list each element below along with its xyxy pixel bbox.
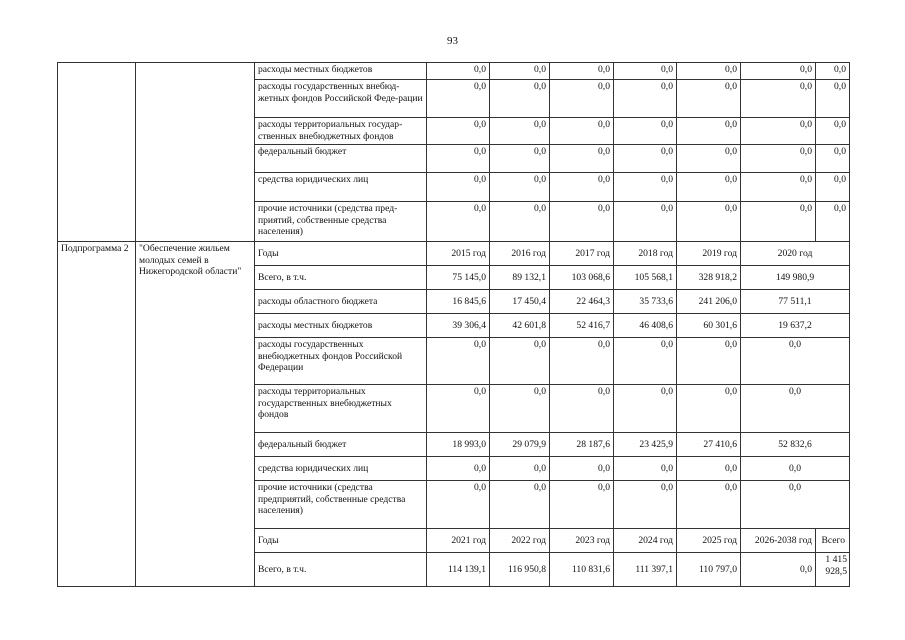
cell-value: 0,0 [490, 481, 550, 529]
year-header: 2018 год [614, 242, 677, 266]
cell-value: 0,0 [677, 63, 741, 80]
cell-value: 0,0 [741, 118, 816, 145]
cell-value: 60 301,6 [677, 314, 741, 338]
cell-value: 0,0 [614, 80, 677, 118]
cell-value: 0,0 [677, 80, 741, 118]
cell-value: 0,0 [427, 481, 490, 529]
cell-value: 0,0 [427, 118, 490, 145]
cell-value: 0,0 [490, 338, 550, 385]
cell-value: 0,0 [677, 338, 741, 385]
cell-value: 0,0 [741, 553, 816, 587]
row-label: расходы местных бюджетов [255, 63, 427, 80]
cell-value: 0,0 [614, 338, 677, 385]
cell-value: 0,0 [490, 80, 550, 118]
page-number: 93 [447, 35, 458, 47]
row-label: средства юридических лиц [255, 457, 427, 481]
cell-value: 0,0 [550, 173, 614, 202]
cell-value: 0,0 [741, 338, 850, 385]
row-label: Всего, в т.ч. [255, 266, 427, 290]
cell-value: 0,0 [677, 481, 741, 529]
cell-value: 0,0 [490, 63, 550, 80]
cell-value: 35 733,6 [614, 290, 677, 314]
cell-value: 19 637,2 [741, 314, 850, 338]
cell-value: 18 993,0 [427, 433, 490, 457]
subprogram-label: Подпрограмма 2 [58, 242, 136, 587]
row-label: расходы местных бюджетов [255, 314, 427, 338]
cell-value: 0,0 [490, 145, 550, 173]
cell-value: 0,0 [427, 202, 490, 242]
cell-value: 0,0 [741, 145, 816, 173]
grand-total-value: 1 415 928,5 [816, 553, 850, 587]
row-label: федеральный бюджет [255, 433, 427, 457]
cell-value: 0,0 [816, 63, 850, 80]
cell-value: 46 408,6 [614, 314, 677, 338]
cell-value: 52 832,6 [741, 433, 850, 457]
subprogram-name: "Обеспечение жильем молодых семей в Нижегородской области" [136, 242, 255, 587]
cell-value: 0,0 [427, 173, 490, 202]
cell-value: 28 187,6 [550, 433, 614, 457]
cell-value: 0,0 [427, 457, 490, 481]
cell-value: 103 068,6 [550, 266, 614, 290]
row-label: прочие источники (средства предприятий, собственные средства населения) [255, 481, 427, 529]
row-label: расходы территориальных государственных внебюджетных фондов [255, 385, 427, 433]
total-header: Всего [816, 529, 850, 553]
cell-value: 0,0 [741, 63, 816, 80]
cell-value: 0,0 [550, 481, 614, 529]
cell-value: 0,0 [741, 481, 850, 529]
cell-value: 0,0 [677, 145, 741, 173]
cell-value: 0,0 [490, 173, 550, 202]
cell-value: 77 511,1 [741, 290, 850, 314]
cell-value: 0,0 [816, 118, 850, 145]
row-label: расходы территориальных государ-ственных внебюджетных фондов [255, 118, 427, 145]
year-header: 2016 год [490, 242, 550, 266]
cell-value: 39 306,4 [427, 314, 490, 338]
cell-value: 0,0 [677, 457, 741, 481]
cell-value: 52 416,7 [550, 314, 614, 338]
year-header: 2024 год [614, 529, 677, 553]
row-label: Всего, в т.ч. [255, 553, 427, 587]
year-header: 2021 год [427, 529, 490, 553]
cell-value: 110 797,0 [677, 553, 741, 587]
cell-value: 0,0 [550, 145, 614, 173]
cell-value: 17 450,4 [490, 290, 550, 314]
cell-value: 0,0 [550, 457, 614, 481]
cell-value: 23 425,9 [614, 433, 677, 457]
cell-value: 0,0 [550, 63, 614, 80]
row-label: средства юридических лиц [255, 173, 427, 202]
cell-value: 0,0 [490, 202, 550, 242]
table-row [58, 63, 850, 80]
years-header-row [58, 242, 850, 266]
cell-value: 0,0 [614, 385, 677, 433]
cell-value: 0,0 [614, 63, 677, 80]
cell-value: 0,0 [677, 118, 741, 145]
cell-value: 0,0 [427, 385, 490, 433]
cell-value: 0,0 [614, 202, 677, 242]
row-label: федеральный бюджет [255, 145, 427, 173]
empty-program-cell [58, 63, 136, 242]
year-header: 2015 год [427, 242, 490, 266]
cell-value: 42 601,8 [490, 314, 550, 338]
cell-value: 0,0 [816, 173, 850, 202]
cell-value: 149 980,9 [741, 266, 850, 290]
year-header: 2020 год [741, 242, 850, 266]
cell-value: 16 845,6 [427, 290, 490, 314]
cell-value: 27 410,6 [677, 433, 741, 457]
cell-value: 0,0 [816, 202, 850, 242]
empty-name-cell [136, 63, 255, 242]
cell-value: 111 397,1 [614, 553, 677, 587]
cell-value: 0,0 [741, 173, 816, 202]
cell-value: 75 145,0 [427, 266, 490, 290]
year-header: 2017 год [550, 242, 614, 266]
cell-value: 114 139,1 [427, 553, 490, 587]
year-header: 2025 год [677, 529, 741, 553]
cell-value: 29 079,9 [490, 433, 550, 457]
cell-value: 0,0 [741, 385, 850, 433]
cell-value: 0,0 [427, 145, 490, 173]
year-header: 2022 год [490, 529, 550, 553]
cell-value: 0,0 [677, 202, 741, 242]
budget-table [57, 62, 850, 587]
year-header: 2023 год [550, 529, 614, 553]
cell-value: 0,0 [741, 202, 816, 242]
cell-value: 0,0 [741, 80, 816, 118]
cell-value: 0,0 [614, 457, 677, 481]
cell-value: 0,0 [427, 63, 490, 80]
cell-value: 0,0 [550, 385, 614, 433]
row-label: расходы государственных внебюджетных фондов Российской Федерации [255, 338, 427, 385]
cell-value: 110 831,6 [550, 553, 614, 587]
cell-value: 0,0 [427, 338, 490, 385]
year-header: 2026-2038 год [741, 529, 816, 553]
row-label: прочие источники (средства пред-приятий, собственные средства населения) [255, 202, 427, 242]
cell-value: 241 206,0 [677, 290, 741, 314]
cell-value: 0,0 [490, 457, 550, 481]
cell-value: 116 950,8 [490, 553, 550, 587]
cell-value: 0,0 [741, 457, 850, 481]
years-label: Годы [255, 242, 427, 266]
cell-value: 0,0 [614, 173, 677, 202]
cell-value: 0,0 [550, 80, 614, 118]
cell-value: 0,0 [490, 118, 550, 145]
cell-value: 0,0 [816, 80, 850, 118]
cell-value: 0,0 [550, 202, 614, 242]
cell-value: 0,0 [550, 118, 614, 145]
cell-value: 0,0 [614, 118, 677, 145]
row-label: расходы областного бюджета [255, 290, 427, 314]
cell-value: 89 132,1 [490, 266, 550, 290]
cell-value: 0,0 [550, 338, 614, 385]
year-header: 2019 год [677, 242, 741, 266]
cell-value: 0,0 [490, 385, 550, 433]
cell-value: 22 464,3 [550, 290, 614, 314]
cell-value: 0,0 [614, 145, 677, 173]
cell-value: 0,0 [614, 481, 677, 529]
cell-value: 0,0 [816, 145, 850, 173]
years-label: Годы [255, 529, 427, 553]
row-label: расходы государственных внебюд-жетных фондов Российской Феде-рации [255, 80, 427, 118]
cell-value: 105 568,1 [614, 266, 677, 290]
cell-value: 0,0 [427, 80, 490, 118]
cell-value: 328 918,2 [677, 266, 741, 290]
cell-value: 0,0 [677, 173, 741, 202]
cell-value: 0,0 [677, 385, 741, 433]
